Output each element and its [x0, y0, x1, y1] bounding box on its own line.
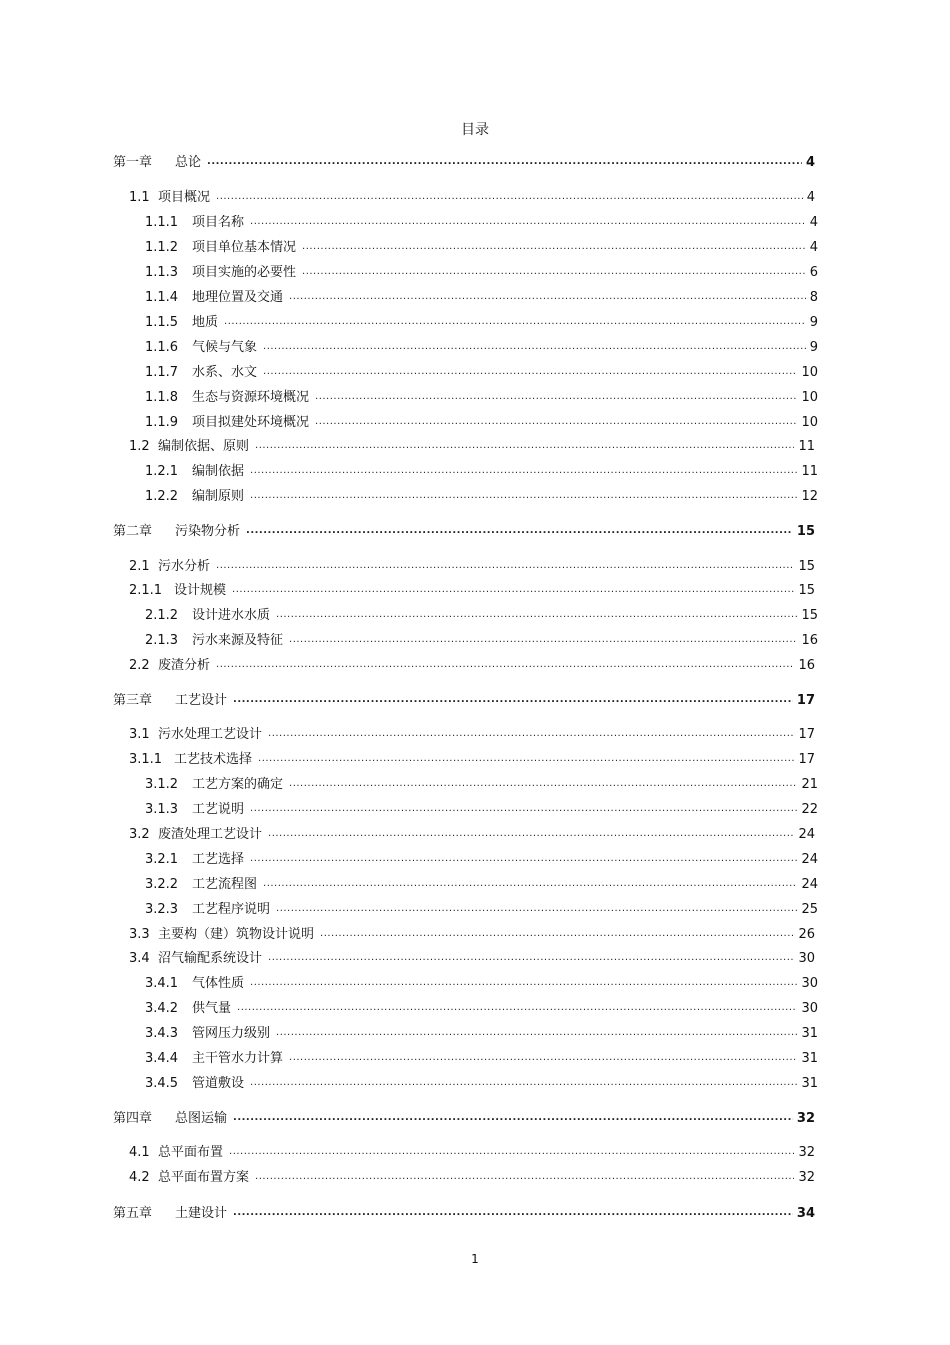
toc-entry-number: 3.1.3: [145, 802, 179, 817]
toc-entry[interactable]: [113, 1111, 815, 1128]
toc-entry-page: 30: [801, 976, 818, 991]
toc-entry-number: 3.4.5: [145, 1076, 179, 1091]
dot-leader: [302, 264, 806, 280]
toc-entry-page: 10: [801, 390, 818, 405]
toc-entry-page: 32: [798, 1145, 815, 1160]
dot-leader: [250, 801, 797, 817]
toc-entry[interactable]: [145, 852, 818, 869]
toc-entry[interactable]: [145, 315, 818, 332]
toc-entry-page: 15: [798, 583, 815, 598]
dot-leader: [258, 751, 794, 767]
toc-entry[interactable]: [145, 777, 818, 794]
toc-entry-label: 设计进水水质: [192, 608, 271, 623]
toc-entry[interactable]: [129, 439, 815, 456]
toc-entry-label: 项目概况: [158, 190, 211, 205]
dot-leader: [276, 607, 797, 623]
toc-entry-number: 2.1: [129, 559, 150, 574]
toc-entry-number: 3.2.3: [145, 902, 179, 917]
dot-leader: [216, 189, 803, 205]
dot-leader: [250, 1075, 797, 1091]
toc-entry-page: 15: [801, 608, 818, 623]
dot-leader: [263, 364, 797, 380]
toc-entry-number: 3.1.2: [145, 777, 179, 792]
dot-leader: [320, 926, 794, 942]
dot-leader: [289, 776, 797, 792]
toc-entry-label: 工艺程序说明: [192, 902, 271, 917]
dot-leader: [233, 1110, 793, 1126]
toc-entry-page: 6: [809, 265, 818, 280]
toc-entry-number: 1.2.1: [145, 464, 179, 479]
toc-entry-number: 1.1.8: [145, 390, 179, 405]
toc-entry-number: 3.1.1: [129, 752, 163, 767]
toc-entry-label: 工艺说明: [192, 802, 245, 817]
toc-entry-number: 1.1.9: [145, 415, 179, 430]
toc-entry-number: 第五章: [113, 1206, 153, 1221]
dot-leader: [237, 1000, 797, 1016]
toc-entry-page: 12: [801, 489, 818, 504]
toc-entry[interactable]: [113, 693, 815, 710]
toc-entry-number: 3.1: [129, 727, 150, 742]
toc-entry[interactable]: [145, 1026, 818, 1043]
toc-entry-number: 第四章: [113, 1111, 153, 1126]
dot-leader: [232, 582, 794, 598]
toc-entry[interactable]: [129, 583, 815, 600]
toc-entry-number: 第三章: [113, 693, 153, 708]
toc-entry-number: 1.1.3: [145, 265, 179, 280]
toc-entry[interactable]: [113, 155, 815, 172]
toc-entry-label: 项目名称: [192, 215, 245, 230]
toc-entry-label: 项目单位基本情况: [192, 240, 297, 255]
dot-leader: [315, 414, 797, 430]
dot-leader: [250, 214, 806, 230]
toc-entry-number: 3.4.1: [145, 976, 179, 991]
dot-leader: [216, 657, 794, 673]
toc-entry-label: 编制依据、原则: [158, 439, 250, 454]
toc-entry-label: 工艺流程图: [192, 877, 258, 892]
toc-entry-label: 沼气输配系统设计: [158, 951, 263, 966]
dot-leader: [263, 876, 797, 892]
toc-entry-page: 32: [798, 1170, 815, 1185]
toc-entry-label: 气体性质: [192, 976, 245, 991]
toc-entry-number: 3.4.2: [145, 1001, 179, 1016]
toc-entry-page: 4: [805, 155, 815, 170]
toc-entry-page: 10: [801, 365, 818, 380]
dot-leader: [289, 1050, 797, 1066]
toc-entry-page: 9: [809, 340, 818, 355]
toc-entry-number: 4.1: [129, 1145, 150, 1160]
toc-entry-number: 1.2.2: [145, 489, 179, 504]
toc-entry[interactable]: [145, 802, 818, 819]
toc-entry-label: 管道敷设: [192, 1076, 245, 1091]
toc-entry-page: 31: [801, 1076, 818, 1091]
toc-entry-label: 工艺选择: [192, 852, 245, 867]
page-number: 1: [471, 1252, 479, 1266]
toc-entry-page: 16: [798, 658, 815, 673]
toc-entry[interactable]: [145, 608, 818, 625]
toc-entry-page: 24: [801, 877, 818, 892]
dot-leader: [224, 314, 806, 330]
toc-entry-number: 第二章: [113, 524, 153, 539]
toc-entry[interactable]: [145, 1001, 818, 1018]
toc-entry-number: 1.1.7: [145, 365, 179, 380]
toc-entry-label: 工艺方案的确定: [192, 777, 284, 792]
dot-leader: [229, 1144, 794, 1160]
dot-leader: [216, 558, 794, 574]
toc-entry-page: 25: [801, 902, 818, 917]
toc-entry-number: 1.1.2: [145, 240, 179, 255]
toc-entry-number: 3.2.1: [145, 852, 179, 867]
toc-entry-page: 32: [796, 1111, 815, 1126]
toc-entry-label: 废渣分析: [158, 658, 211, 673]
toc-entry-page: 21: [801, 777, 818, 792]
toc-title: 目录: [461, 122, 489, 138]
toc-entry-label: 废渣处理工艺设计: [158, 827, 263, 842]
toc-entry-number: 3.2: [129, 827, 150, 842]
toc-entry[interactable]: [145, 215, 818, 232]
toc-entry-label: 生态与资源环境概况: [192, 390, 310, 405]
toc-entry-label: 土建设计: [175, 1206, 228, 1221]
dot-leader: [268, 826, 794, 842]
toc-entry-number: 2.1.1: [129, 583, 163, 598]
dot-leader: [289, 632, 797, 648]
toc-entry-label: 总论: [175, 155, 202, 170]
toc-entry-label: 污水分析: [158, 559, 211, 574]
toc-entry[interactable]: [145, 1076, 818, 1093]
toc-entry[interactable]: [145, 265, 818, 282]
dot-leader: [268, 726, 794, 742]
toc-entry[interactable]: [145, 240, 818, 257]
toc-entry-label: 编制原则: [192, 489, 245, 504]
toc-entry-page: 10: [801, 415, 818, 430]
toc-entry-number: 1.1.1: [145, 215, 179, 230]
toc-entry[interactable]: [113, 524, 815, 541]
toc-entry-page: 11: [798, 439, 815, 454]
toc-entry-page: 30: [798, 951, 815, 966]
dot-leader: [289, 289, 806, 305]
toc-entry-label: 水系、水文: [192, 365, 258, 380]
toc-entry-label: 工艺技术选择: [174, 752, 253, 767]
toc-entry-label: 设计规模: [174, 583, 227, 598]
toc-entry-label: 管网压力级别: [192, 1026, 271, 1041]
toc-entry-label: 污染物分析: [175, 524, 241, 539]
toc-entry-page: 4: [809, 240, 818, 255]
dot-leader: [276, 1025, 797, 1041]
dot-leader: [250, 851, 797, 867]
toc-entry-number: 第一章: [113, 155, 153, 170]
toc-entry[interactable]: [145, 290, 818, 307]
toc-entry-number: 3.3: [129, 927, 150, 942]
toc-entry-number: 2.2: [129, 658, 150, 673]
toc-entry-label: 气候与气象: [192, 340, 258, 355]
toc-entry-label: 项目实施的必要性: [192, 265, 297, 280]
dot-leader: [246, 523, 793, 539]
toc-entry-page: 17: [796, 693, 815, 708]
dot-leader: [250, 488, 797, 504]
toc-entry-number: 3.4: [129, 951, 150, 966]
dot-leader: [315, 389, 797, 405]
dot-leader: [250, 463, 797, 479]
toc-entry-number: 3.4.4: [145, 1051, 179, 1066]
toc-entry-label: 污水处理工艺设计: [158, 727, 263, 742]
toc-entry[interactable]: [145, 1051, 818, 1068]
toc-entry-label: 总平面布置方案: [158, 1170, 250, 1185]
toc-entry-page: 17: [798, 752, 815, 767]
dot-leader: [302, 239, 806, 255]
toc-entry[interactable]: [145, 633, 818, 650]
toc-entry-label: 地质: [192, 315, 219, 330]
toc-entry-page: 31: [801, 1026, 818, 1041]
toc-entry[interactable]: [145, 489, 818, 506]
dot-leader: [255, 438, 794, 454]
toc-entry-number: 3.2.2: [145, 877, 179, 892]
toc-entry-label: 供气量: [192, 1001, 232, 1016]
toc-entry[interactable]: [145, 877, 818, 894]
toc-entry-page: 15: [798, 559, 815, 574]
dot-leader: [268, 950, 794, 966]
toc-entry[interactable]: [129, 827, 815, 844]
toc-entry-number: 1.1: [129, 190, 150, 205]
toc-entry-number: 1.1.5: [145, 315, 179, 330]
toc-entry-number: 1.1.6: [145, 340, 179, 355]
toc-entry-number: 2.1.2: [145, 608, 179, 623]
toc-entry-page: 4: [809, 215, 818, 230]
toc-entry[interactable]: [129, 727, 815, 744]
toc-entry-number: 2.1.3: [145, 633, 179, 648]
toc-entry[interactable]: [129, 1145, 815, 1162]
dot-leader: [255, 1169, 794, 1185]
toc-entry-number: 1.1.4: [145, 290, 179, 305]
toc-entry-page: 30: [801, 1001, 818, 1016]
toc-entry-page: 16: [801, 633, 818, 648]
dot-leader: [250, 975, 797, 991]
toc-entry-label: 编制依据: [192, 464, 245, 479]
toc-entry-page: 26: [798, 927, 815, 942]
dot-leader: [233, 1205, 793, 1221]
toc-entry-number: 1.2: [129, 439, 150, 454]
toc-entry-page: 15: [796, 524, 815, 539]
toc-entry-label: 污水来源及特征: [192, 633, 284, 648]
toc-entry-label: 主要构（建）筑物设计说明: [158, 927, 315, 942]
toc-entry[interactable]: [145, 365, 818, 382]
toc-entry-label: 工艺设计: [175, 693, 228, 708]
toc-entry-page: 34: [796, 1206, 815, 1221]
toc-entry[interactable]: [145, 415, 818, 432]
toc-entry[interactable]: [129, 752, 815, 769]
toc-entry[interactable]: [129, 927, 815, 944]
toc-entry[interactable]: [145, 976, 818, 993]
toc-entry-page: 22: [801, 802, 818, 817]
dot-leader: [207, 154, 802, 170]
toc-entry[interactable]: [145, 902, 818, 919]
toc-entry-label: 主干管水力计算: [192, 1051, 284, 1066]
toc-entry-label: 总图运输: [175, 1111, 228, 1126]
toc-entry[interactable]: [129, 559, 815, 576]
toc-entry-label: 项目拟建处环境概况: [192, 415, 310, 430]
toc-entry[interactable]: [129, 190, 815, 207]
toc-entry-page: 8: [809, 290, 818, 305]
toc-entry[interactable]: [145, 464, 818, 481]
toc-entry-number: 4.2: [129, 1170, 150, 1185]
toc-entry[interactable]: [129, 658, 815, 675]
dot-leader: [276, 901, 797, 917]
toc-entry-number: 3.4.3: [145, 1026, 179, 1041]
toc-entry[interactable]: [145, 340, 818, 357]
toc-entry-page: 24: [798, 827, 815, 842]
toc-entry-page: 24: [801, 852, 818, 867]
dot-leader: [233, 692, 793, 708]
toc-entry[interactable]: [113, 1206, 815, 1223]
toc-entry-page: 31: [801, 1051, 818, 1066]
toc-entry-label: 总平面布置: [158, 1145, 224, 1160]
toc-entry[interactable]: [129, 951, 815, 968]
dot-leader: [263, 339, 806, 355]
toc-entry-label: 地理位置及交通: [192, 290, 284, 305]
toc-entry-page: 4: [806, 190, 815, 205]
toc-entry-page: 11: [801, 464, 818, 479]
toc-entry-page: 17: [798, 727, 815, 742]
toc-entry[interactable]: [145, 390, 818, 407]
toc-entry[interactable]: [129, 1170, 815, 1187]
toc-entry-page: 9: [809, 315, 818, 330]
